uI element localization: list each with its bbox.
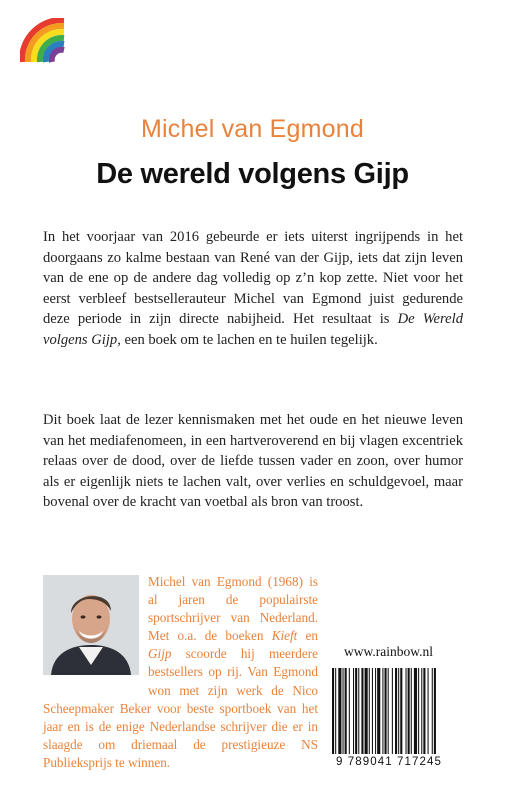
blurb-paragraph-1 [43,227,463,351]
bio-text: scoorde hij meerdere bestsellers op rij. Van Egmond won met zijn werk de Nico Scheepmaker Beker voor beste sportboek van het jaar en is de enige Nederlandse schrijver die er in slaagde om driemaal de prestigieuze NS Publieksprijs te winnen. [43,646,318,770]
blurb-book-title: De Wereld volgens Gijp [43,311,463,348]
bio-book-1: Kieft [271,628,298,644]
barcode-icon [330,668,470,756]
blurb-text: In het voorjaar van 2016 gebeurde er iets uiterst ingrijpends in het doorgaans zo kalme bestaan van René van der Gijp, iets dat zijn leven van de ene op de andere dag volledig op z’n kop zette. Niet voor het eerst verbleef bestsellerauteur Michel van Egmond juist gedurende deze periode in zijn directe nabijheid. Het resultaat is [43,229,463,328]
bio-book-2: Gijp [148,646,172,662]
bio-text: Michel van Egmond (1968) is al jaren de populairste sportschrijver van Nederland. Met o.a. de boeken [148,574,318,644]
isbn-number: 9 789041 717245 [336,756,443,768]
author-name: Michel van Egmond [141,115,364,143]
publisher-url: www.rainbow.nl [344,644,433,659]
blurb-paragraph-2: Dit boek laat de lezer kennismaken met het oude en het nieuwe leven van het mediafenomeen, in een hartveroverend en bij vlagen excentriek relaas over de dood, over de liefde tussen vader en zoon, over humor als er eigenlijk niets te lachen valt, over verlies en schuldgevoel, maar bovenal over de kracht van voetbal als bron van troost. [43,412,463,511]
blurb-text: , een boek om te lachen en te huilen tegelijk. [117,331,378,348]
author-bio [43,573,318,772]
rainbow-logo-icon [20,18,66,64]
bio-text: en [297,628,319,644]
book-title: De wereld volgens Gijp [96,158,409,190]
